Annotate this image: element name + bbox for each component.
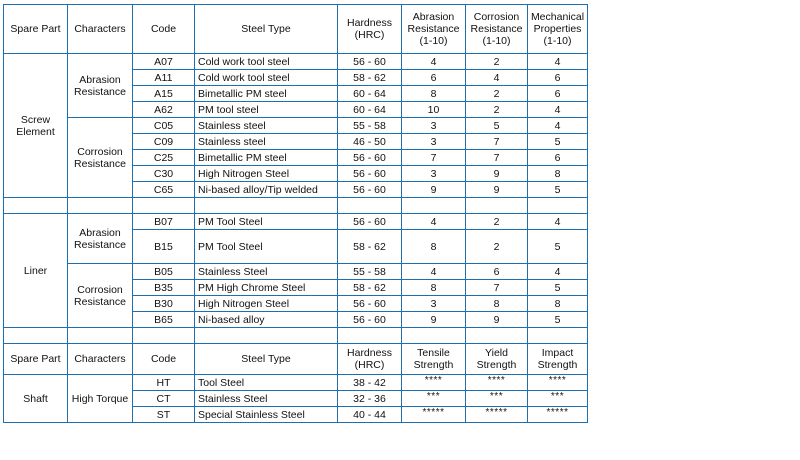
steel-type-cell: Ni-based alloy: [195, 312, 338, 328]
spacer-row: [4, 328, 588, 344]
shaft-header-row: [4, 344, 588, 375]
characters-abrasion: Abrasion Resistance: [68, 214, 133, 264]
impact-cell: *****: [528, 407, 588, 423]
steel-type-cell: PM High Chrome Steel: [195, 280, 338, 296]
code-cell: A62: [133, 102, 195, 118]
hardness-cell: 55 - 58: [338, 118, 402, 134]
hardness-cell: 56 - 60: [338, 54, 402, 70]
mechanical-cell: 4: [528, 118, 588, 134]
mechanical-cell: 6: [528, 150, 588, 166]
steel-type-cell: Tool Steel: [195, 375, 338, 391]
abrasion-cell: 9: [402, 312, 466, 328]
mechanical-cell: 8: [528, 166, 588, 182]
abrasion-cell: 3: [402, 134, 466, 150]
header-hardness: Hardness (HRC): [338, 344, 402, 375]
code-cell: B30: [133, 296, 195, 312]
corrosion-cell: 8: [466, 296, 528, 312]
header-spare-part: Spare Part: [4, 5, 68, 54]
header-mechanical: Mechanical Properties (1-10): [528, 5, 588, 54]
hardness-cell: 56 - 60: [338, 166, 402, 182]
hardness-cell: 60 - 64: [338, 102, 402, 118]
code-cell: C09: [133, 134, 195, 150]
corrosion-cell: 7: [466, 150, 528, 166]
header-code: Code: [133, 344, 195, 375]
steel-type-cell: Stainless Steel: [195, 264, 338, 280]
characters-corrosion: Corrosion Resistance: [68, 118, 133, 198]
corrosion-cell: 2: [466, 102, 528, 118]
header-spare-part: Spare Part: [4, 344, 68, 375]
steel-type-cell: PM tool steel: [195, 102, 338, 118]
steel-type-cell: Bimetallic PM steel: [195, 150, 338, 166]
table-row: [4, 264, 588, 280]
corrosion-cell: 5: [466, 118, 528, 134]
spacer-row: [4, 198, 588, 214]
hardness-cell: 56 - 60: [338, 150, 402, 166]
header-impact: Impact Strength: [528, 344, 588, 375]
table-row: [4, 54, 588, 70]
tensile-cell: ***: [402, 391, 466, 407]
mechanical-cell: 5: [528, 280, 588, 296]
hardness-cell: 60 - 64: [338, 86, 402, 102]
abrasion-cell: 8: [402, 280, 466, 296]
hardness-cell: 56 - 60: [338, 214, 402, 230]
corrosion-cell: 4: [466, 70, 528, 86]
abrasion-cell: 9: [402, 182, 466, 198]
code-cell: ST: [133, 407, 195, 423]
hardness-cell: 58 - 62: [338, 280, 402, 296]
steel-type-cell: High Nitrogen Steel: [195, 296, 338, 312]
code-cell: B07: [133, 214, 195, 230]
hardness-cell: 56 - 60: [338, 312, 402, 328]
corrosion-cell: 7: [466, 280, 528, 296]
header-code: Code: [133, 5, 195, 54]
steel-type-cell: PM Tool Steel: [195, 230, 338, 264]
mechanical-cell: 5: [528, 134, 588, 150]
code-cell: B15: [133, 230, 195, 264]
code-cell: A15: [133, 86, 195, 102]
spare-part-liner: Liner: [4, 214, 68, 328]
tensile-cell: ****: [402, 375, 466, 391]
code-cell: C05: [133, 118, 195, 134]
steel-type-cell: Bimetallic PM steel: [195, 86, 338, 102]
mechanical-cell: 4: [528, 54, 588, 70]
code-cell: C65: [133, 182, 195, 198]
table-header-row: [4, 5, 588, 54]
abrasion-cell: 7: [402, 150, 466, 166]
steel-type-cell: Cold work tool steel: [195, 70, 338, 86]
corrosion-cell: 6: [466, 264, 528, 280]
code-cell: CT: [133, 391, 195, 407]
corrosion-cell: 2: [466, 86, 528, 102]
corrosion-cell: 9: [466, 166, 528, 182]
abrasion-cell: 10: [402, 102, 466, 118]
mechanical-cell: 5: [528, 230, 588, 264]
hardness-cell: 56 - 60: [338, 296, 402, 312]
abrasion-cell: 8: [402, 230, 466, 264]
hardness-cell: 38 - 42: [338, 375, 402, 391]
mechanical-cell: 6: [528, 70, 588, 86]
corrosion-cell: 2: [466, 54, 528, 70]
steel-type-cell: Cold work tool steel: [195, 54, 338, 70]
code-cell: B35: [133, 280, 195, 296]
table-row: [4, 118, 588, 134]
steel-type-cell: Stainless steel: [195, 118, 338, 134]
hardness-cell: 40 - 44: [338, 407, 402, 423]
abrasion-cell: 3: [402, 118, 466, 134]
abrasion-cell: 6: [402, 70, 466, 86]
yield-cell: ****: [466, 375, 528, 391]
header-corrosion: Corrosion Resistance (1-10): [466, 5, 528, 54]
yield-cell: ***: [466, 391, 528, 407]
table-row: [4, 375, 588, 391]
corrosion-cell: 2: [466, 230, 528, 264]
hardness-cell: 32 - 36: [338, 391, 402, 407]
hardness-cell: 55 - 58: [338, 264, 402, 280]
abrasion-cell: 3: [402, 166, 466, 182]
abrasion-cell: 8: [402, 86, 466, 102]
corrosion-cell: 9: [466, 182, 528, 198]
abrasion-cell: 3: [402, 296, 466, 312]
corrosion-cell: 7: [466, 134, 528, 150]
yield-cell: *****: [466, 407, 528, 423]
spare-part-shaft: Shaft: [4, 375, 68, 423]
tensile-cell: *****: [402, 407, 466, 423]
table-row: [4, 214, 588, 230]
hardness-cell: 46 - 50: [338, 134, 402, 150]
hardness-cell: 58 - 62: [338, 70, 402, 86]
code-cell: C25: [133, 150, 195, 166]
mechanical-cell: 5: [528, 312, 588, 328]
abrasion-cell: 4: [402, 214, 466, 230]
impact-cell: ***: [528, 391, 588, 407]
code-cell: A07: [133, 54, 195, 70]
steel-type-cell: High Nitrogen Steel: [195, 166, 338, 182]
impact-cell: ****: [528, 375, 588, 391]
steel-type-cell: Stainless steel: [195, 134, 338, 150]
header-steel-type: Steel Type: [195, 5, 338, 54]
code-cell: B05: [133, 264, 195, 280]
steel-type-cell: Ni-based alloy/Tip welded: [195, 182, 338, 198]
mechanical-cell: 4: [528, 264, 588, 280]
abrasion-cell: 4: [402, 264, 466, 280]
mechanical-cell: 4: [528, 214, 588, 230]
characters-high-torque: High Torque: [68, 375, 133, 423]
mechanical-cell: 6: [528, 86, 588, 102]
header-characters: Characters: [68, 344, 133, 375]
header-tensile: Tensile Strength: [402, 344, 466, 375]
header-characters: Characters: [68, 5, 133, 54]
mechanical-cell: 5: [528, 182, 588, 198]
code-cell: HT: [133, 375, 195, 391]
header-steel-type: Steel Type: [195, 344, 338, 375]
characters-corrosion: Corrosion Resistance: [68, 264, 133, 328]
mechanical-cell: 8: [528, 296, 588, 312]
code-cell: A11: [133, 70, 195, 86]
hardness-cell: 56 - 60: [338, 182, 402, 198]
steel-type-cell: PM Tool Steel: [195, 214, 338, 230]
spare-parts-table: [3, 4, 588, 423]
hardness-cell: 58 - 62: [338, 230, 402, 264]
spare-part-screw-element: Screw Element: [4, 54, 68, 198]
mechanical-cell: 4: [528, 102, 588, 118]
header-yield: Yield Strength: [466, 344, 528, 375]
header-abrasion: Abrasion Resistance (1-10): [402, 5, 466, 54]
steel-type-cell: Stainless Steel: [195, 391, 338, 407]
characters-abrasion: Abrasion Resistance: [68, 54, 133, 118]
corrosion-cell: 2: [466, 214, 528, 230]
code-cell: B65: [133, 312, 195, 328]
corrosion-cell: 9: [466, 312, 528, 328]
steel-type-cell: Special Stainless Steel: [195, 407, 338, 423]
code-cell: C30: [133, 166, 195, 182]
header-hardness: Hardness (HRC): [338, 5, 402, 54]
abrasion-cell: 4: [402, 54, 466, 70]
